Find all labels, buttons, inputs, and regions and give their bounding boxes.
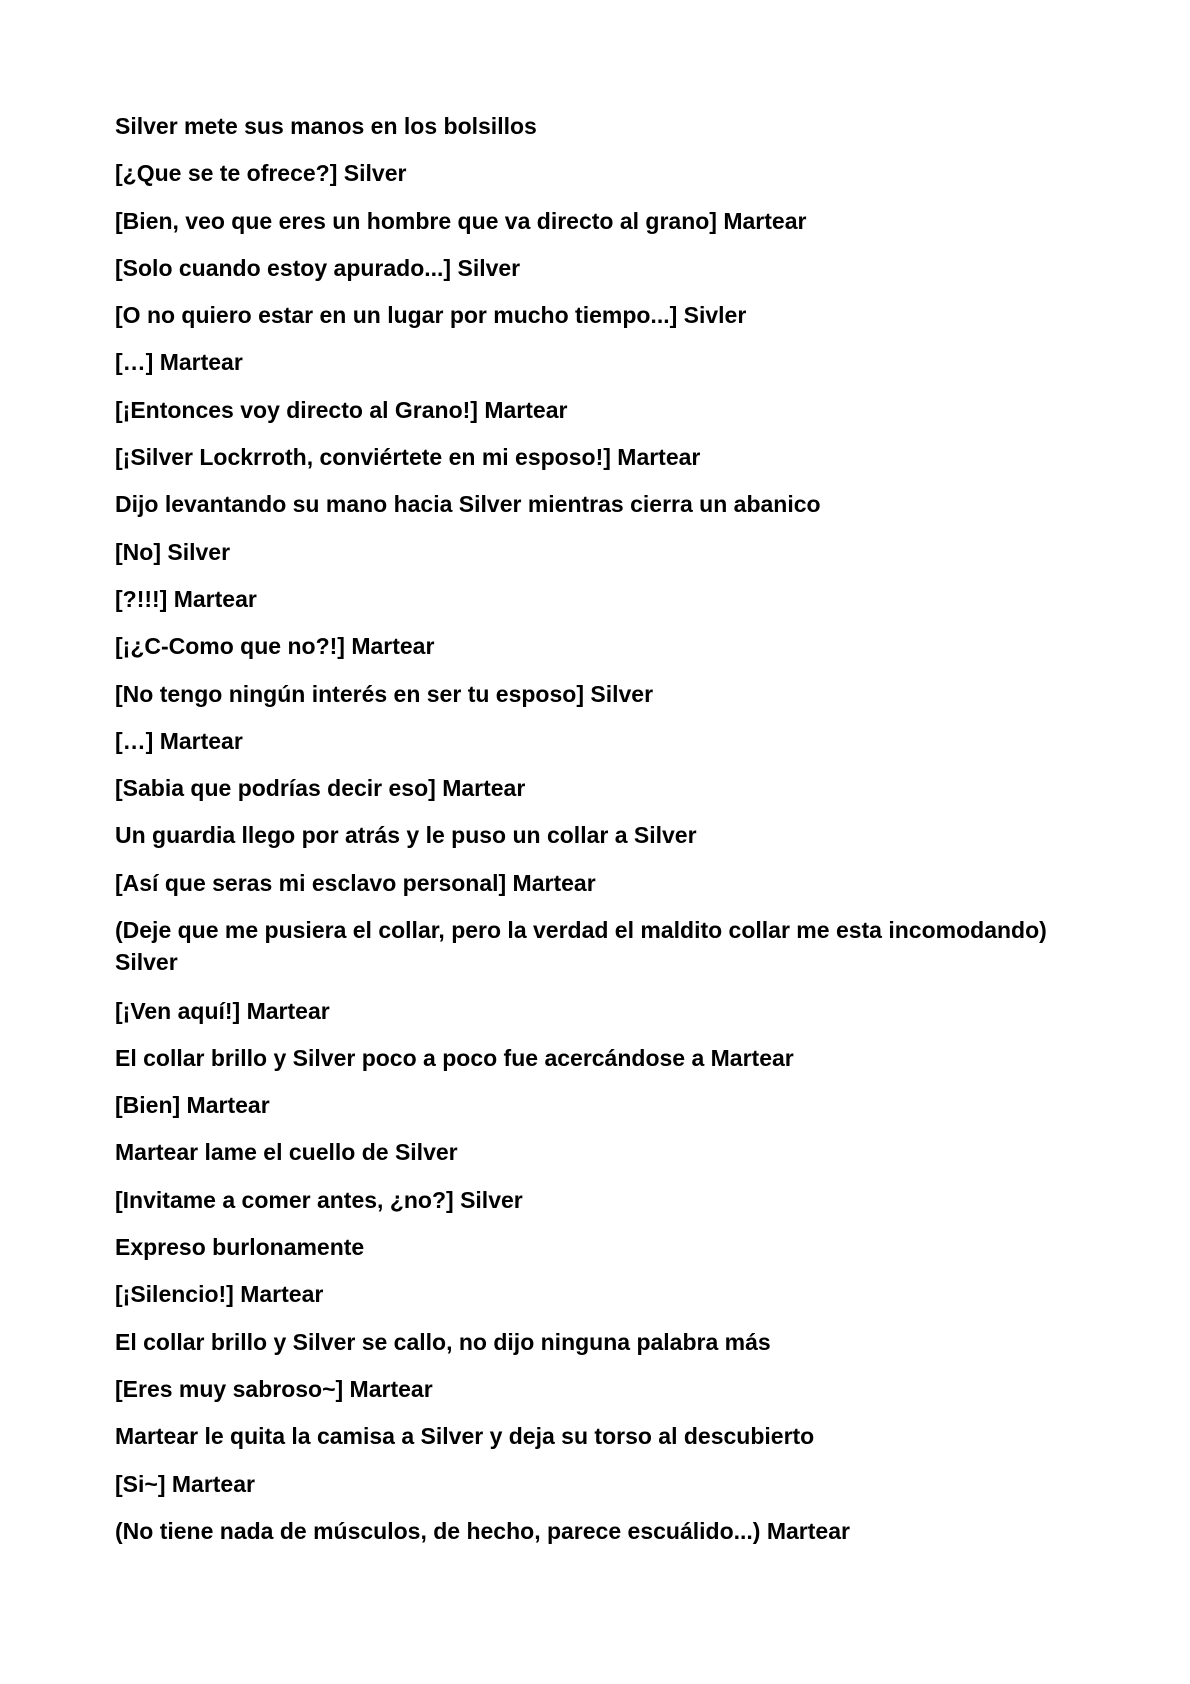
text-line: [¿Que se te ofrece?] Silver [115,160,407,187]
text-line: [¡Silver Lockrroth, conviértete en mi esposo!] Martear [115,444,701,471]
text-line: [Así que seras mi esclavo personal] Martear [115,869,596,896]
text-line: [O no quiero estar en un lugar por mucho tiempo...] Sivler [115,302,747,329]
text-line: [Si~] Martear [115,1470,255,1497]
text-line: [Bien, veo que eres un hombre que va directo al grano] Martear [115,207,807,234]
text-line: (Deje que me pusiera el collar, pero la verdad el maldito collar me esta incomodando) Silver [115,917,1047,976]
text-line: [¡Silencio!] Martear [115,1281,324,1308]
text-line: [¡Entonces voy directo al Grano!] Martear [115,396,568,423]
text-line: [Invitame a comer antes, ¿no?] Silver [115,1186,523,1213]
text-line: Martear le quita la camisa a Silver y deja su torso al descubierto [115,1423,815,1450]
text-line: [Bien] Martear [115,1092,270,1119]
text-line: […] Martear [115,349,243,376]
text-line: Dijo levantando su mano hacia Silver mientras cierra un abanico [115,491,821,518]
text-line: [No tengo ningún interés en ser tu esposo] Silver [115,680,654,707]
text-line: El collar brillo y Silver poco a poco fue acercándose a Martear [115,1044,794,1071]
text-line: [¡Ven aquí!] Martear [115,997,330,1024]
text-line: [Sabia que podrías decir eso] Martear [115,775,526,802]
text-line: Expreso burlonamente [115,1234,365,1261]
text-line: El collar brillo y Silver se callo, no dijo ninguna palabra más [115,1328,771,1355]
text-line: (No tiene nada de músculos, de hecho, parece escuálido...) Martear [115,1517,850,1544]
text-line: Silver mete sus manos en los bolsillos [115,113,537,139]
document-text [115,110,1075,1562]
text-line: [No] Silver [115,538,231,565]
text-line: […] Martear [115,727,243,754]
text-line: Un guardia llego por atrás y le puso un collar a Silver [115,822,697,849]
text-line: [¡¿C-Como que no?!] Martear [115,633,435,660]
text-line: [Solo cuando estoy apurado...] Silver [115,254,521,281]
text-line: [?!!!] Martear [115,585,257,612]
text-line: Martear lame el cuello de Silver [115,1139,458,1166]
text-line: [Eres muy sabroso~] Martear [115,1375,433,1402]
